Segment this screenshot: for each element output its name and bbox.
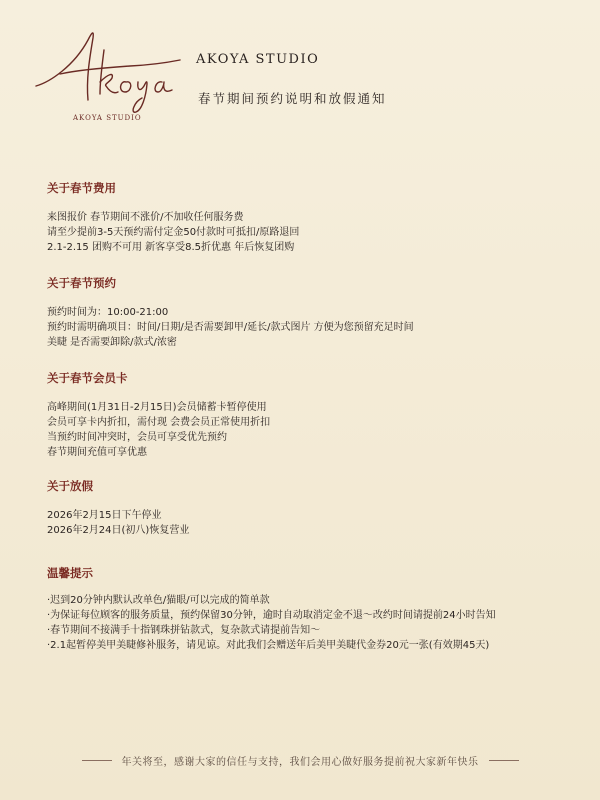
tip-item: ·春节期间不接满手十指钢珠拼钻款式，复杂款式请提前告知～ <box>47 625 321 636</box>
tip-item: ·迟到20分钟内默认改单色/猫眼/可以完成的简单款 <box>47 595 270 606</box>
section-line: 高峰期间(1月31日-2月15日)会员储蓄卡暂停使用 <box>47 402 267 413</box>
logo-script-signature <box>30 22 190 117</box>
footer-text: 年关将至，感谢大家的信任与支持，我们会用心做好服务提前祝大家新年快乐 <box>121 756 479 768</box>
section-title: 温馨提示 <box>47 566 93 580</box>
section-line: 预约时间为：10:00-21:00 <box>47 307 169 318</box>
section-line: 预约时需明确项目：时间/日期/是否需要卸甲/延长/款式图片 方便为您预留充足时间 <box>47 322 414 333</box>
section-line: 2026年2月24日(初八)恢复营业 <box>47 525 190 536</box>
tip-item: ·2.1起暂停美甲美睫修补服务，请见谅。对此我们会赠送年后美甲美睫代金券20元一张(有效期45天) <box>47 640 490 651</box>
notice-title: 春节期间预约说明和放假通知 <box>198 91 387 106</box>
footer-rule-right <box>489 760 519 761</box>
section-title: 关于春节预约 <box>47 276 116 290</box>
section-line: 2026年2月15日下午停业 <box>47 510 162 521</box>
tip-item: ·为保证每位顾客的服务质量，预约保留30分钟，逾时自动取消定金不退～改约时间请提前24小时告知 <box>47 610 496 621</box>
section-title: 关于春节会员卡 <box>47 371 128 385</box>
section-line: 春节期间充值可享优惠 <box>47 447 147 458</box>
section-tips <box>47 565 567 653</box>
section-line: 当预约时间冲突时，会员可享受优先预约 <box>47 432 227 443</box>
section-line: 美睫 是否需要卸除/款式/浓密 <box>47 337 177 348</box>
section-title: 关于春节费用 <box>47 181 116 195</box>
footer <box>0 752 600 768</box>
studio-title: AKOYA STUDIO <box>196 52 320 67</box>
section-booking <box>47 275 567 350</box>
section-line: 会员可享卡内折扣，需付现 会费会员正常使用折扣 <box>47 417 271 428</box>
section-line: 请至少提前3-5天预约需付定金50付款时可抵扣/原路退回 <box>47 227 300 238</box>
section-membership <box>47 370 567 460</box>
logo-subtitle: AKOYA STUDIO <box>73 114 142 122</box>
footer-rule-left <box>82 760 112 761</box>
section-fees <box>47 180 567 255</box>
brand-logo <box>30 22 190 132</box>
section-holiday <box>47 478 567 538</box>
section-title: 关于放假 <box>47 479 93 493</box>
section-line: 来图报价 春节期间不涨价/不加收任何服务费 <box>47 212 244 223</box>
section-line: 2.1-2.15 团购不可用 新客享受8.5折优惠 年后恢复团购 <box>47 242 295 253</box>
